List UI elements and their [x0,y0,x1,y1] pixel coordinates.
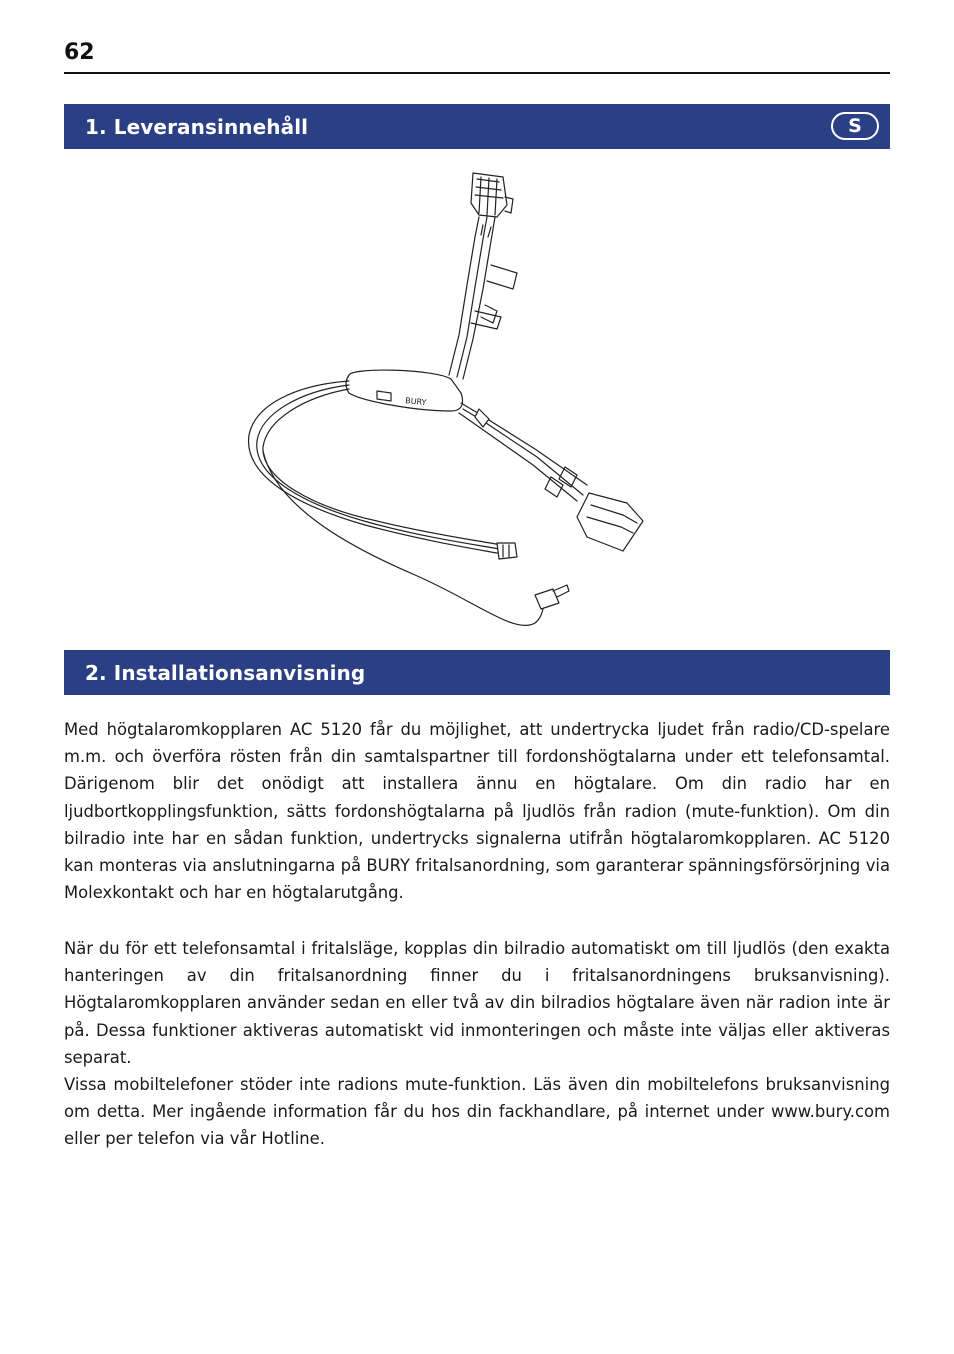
harness-device-icon [235,165,655,640]
header-rule [64,72,890,74]
paragraph-handsfree: När du för ett telefonsamtal i fritalsläge, kopplas din bilradio automatiskt om till ljudlös (den exakta hanteringen av din fritalsanordning finner du i fritalsanordningens bruksanvisning). Högtalaromkopplaren använder sedan en eller två av din bilradios högtalare även när radion inte är på. Dessa funktioner aktiveras automatiskt vid inmonteringen och måste inte väljas eller aktiveras separat. [64,939,890,1067]
section-title: 2. Installationsanvisning [85,660,366,685]
brand-label: BURY [404,396,427,408]
section-header-delivery-contents [64,104,890,149]
page-number: 62 [64,40,95,65]
section-header-installation [64,650,890,695]
language-badge: S [831,112,879,140]
paragraph-intro: Med högtalaromkopplaren AC 5120 får du möjlighet, att undertrycka ljudet från radio/CD-spelare m.m. och överföra rösten från din samtalspartner till fordonshögtalarna under ett telefonsamtal. Därigenom blir det onödigt att installera ännu en högtalare. Om din radio har en ljudbortkopplingsfunktion, sätts fordonshögtalarna på ljudlös från radion (mute-funktion). Om din bilradio inte har en sådan funktion, undertrycks signalerna utifrån högtalaromkopplaren. AC 5120 kan monteras via anslutningarna på BURY fritalsanordning, som garanterar spänningsförsörjning via Molexkontakt och har en högtalarutgång. [64,720,890,903]
paragraph-mobile-phones: Vissa mobiltelefoner stöder inte radions mute-funktion. Läs även din mobiltelefons bruksanvisning om detta. Mer ingående information får du hos din fackhandlare, på internet under www.bury.com eller per telefon via vår Hotline. [64,1075,890,1149]
section-title: 1. Leveransinnehåll [85,114,309,139]
